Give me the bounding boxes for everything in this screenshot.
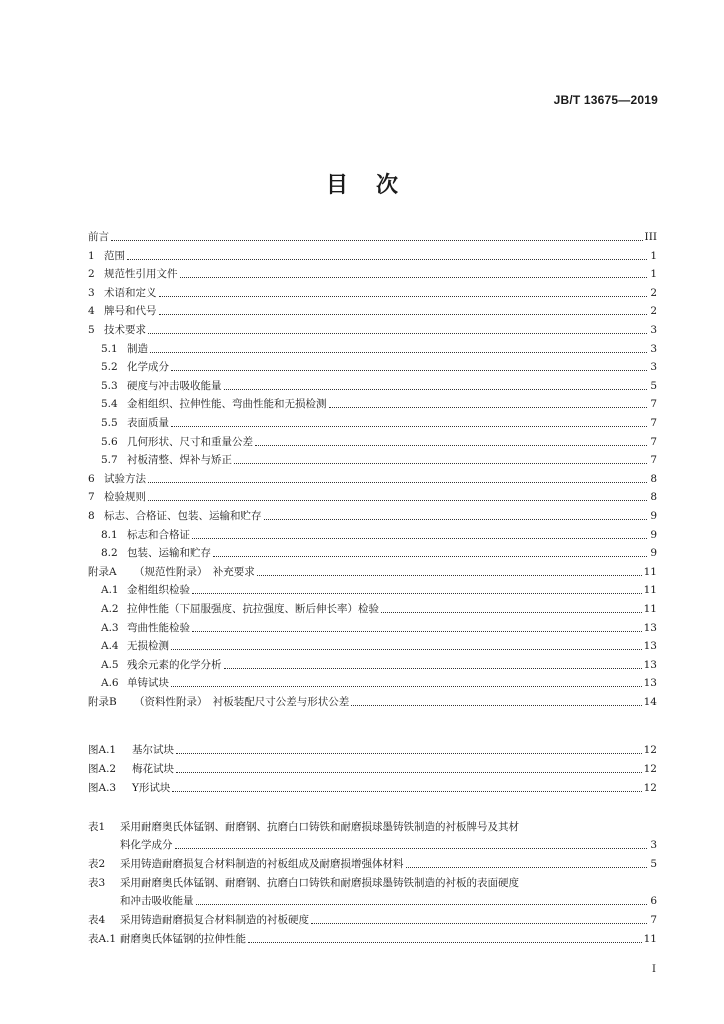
toc-entry-number: 5.3	[101, 380, 118, 392]
toc-entry[interactable]	[101, 340, 657, 356]
toc-entry-title: 金相组织、拉伸性能、弯曲性能和无损检测	[127, 398, 327, 410]
dot-leader	[127, 258, 647, 260]
toc-entry[interactable]	[101, 433, 657, 449]
toc-entry-number: 5.4	[101, 398, 118, 410]
toc-entry-title-continued: 和冲击吸收能量	[120, 895, 194, 907]
toc-entry-title: 基尔试块	[132, 744, 174, 756]
dot-leader	[148, 481, 647, 483]
toc-entry-number: 附录B	[88, 696, 117, 708]
toc-entry-title: 金相组织检验	[127, 584, 190, 596]
toc-entry-number: 表3	[88, 877, 106, 889]
toc-entry-title: 几何形状、尺寸和重量公差	[127, 436, 253, 448]
toc-entry-title: 无损检测	[127, 640, 169, 652]
toc-entry-page: 8	[650, 473, 657, 485]
toc-entry-page: 13	[643, 677, 657, 689]
dot-leader	[148, 332, 647, 334]
toc-entry-number: 5.6	[101, 436, 118, 448]
toc-entry-title: 梅花试块	[132, 763, 174, 775]
toc-entry-number: A.2	[101, 603, 119, 615]
dot-leader	[192, 630, 642, 632]
toc-entry-number: 5	[88, 324, 95, 336]
toc-entry-number: 图A.2	[88, 763, 117, 775]
toc-entry[interactable]	[101, 395, 657, 411]
dot-leader	[196, 903, 648, 905]
toc-entry-title: （规范性附录） 补充要求	[134, 566, 255, 578]
toc-entry[interactable]	[101, 600, 657, 616]
toc-entry[interactable]	[101, 451, 657, 467]
toc-entry[interactable]	[88, 488, 657, 504]
toc-entry-number: 表2	[88, 858, 106, 870]
toc-entry-page: 12	[643, 763, 657, 775]
toc-entry[interactable]	[88, 284, 657, 300]
toc-entry[interactable]	[88, 321, 657, 337]
toc-entry-title: 残余元素的化学分析	[127, 659, 222, 671]
dot-leader	[311, 922, 647, 924]
dot-leader	[148, 499, 647, 501]
toc-entry-page: 5	[650, 380, 657, 392]
toc-entry-page: 9	[650, 547, 657, 559]
toc-entry[interactable]	[101, 674, 657, 690]
toc-entry-page: 12	[643, 744, 657, 756]
toc-entry-page: 8	[650, 491, 657, 503]
dot-leader	[381, 611, 642, 613]
dot-leader	[234, 462, 647, 464]
dot-leader	[257, 574, 642, 576]
toc-entry[interactable]	[101, 544, 657, 560]
dot-leader	[329, 406, 648, 408]
dot-leader	[192, 537, 647, 539]
dot-leader	[171, 648, 642, 650]
dot-leader	[176, 771, 642, 773]
toc-entry[interactable]	[101, 526, 657, 542]
toc-entry-page: 13	[643, 640, 657, 652]
dot-leader	[111, 239, 643, 241]
dot-leader	[175, 847, 648, 849]
toc-entry[interactable]	[88, 930, 657, 946]
standard-code: JB/T 13675—2019	[553, 93, 658, 107]
toc-entry[interactable]	[88, 741, 657, 757]
toc-entry-number: 5.1	[101, 343, 118, 355]
toc-entry[interactable]	[101, 637, 657, 653]
dot-leader	[224, 388, 648, 390]
toc-entry[interactable]	[88, 760, 657, 776]
toc-entry-title: 技术要求	[104, 324, 146, 336]
toc-entry[interactable]	[101, 656, 657, 672]
toc-entry-number: A.5	[101, 659, 119, 671]
toc-entry-number: 图A.1	[88, 744, 117, 756]
toc-entry-title: 试验方法	[104, 473, 146, 485]
toc-entry-title: 范围	[104, 250, 125, 262]
toc-entry-page: 6	[650, 895, 657, 907]
dot-leader	[351, 704, 641, 706]
toc-entry-page: 2	[650, 305, 657, 317]
dot-leader	[180, 276, 648, 278]
toc-entry[interactable]	[88, 855, 657, 871]
toc-entry[interactable]	[88, 507, 657, 523]
toc-entry-page: 2	[650, 287, 657, 299]
dot-leader	[172, 790, 641, 792]
toc-entry[interactable]	[88, 247, 657, 263]
toc-entry[interactable]	[88, 911, 657, 927]
toc-entry-continuation[interactable]	[120, 836, 657, 852]
toc-entry-title: 检验规则	[104, 491, 146, 503]
toc-entry-title: 术语和定义	[104, 287, 157, 299]
toc-entry[interactable]	[88, 818, 657, 834]
toc-entry-page: 7	[650, 417, 657, 429]
dot-leader	[192, 592, 642, 594]
toc-entry-title: 单铸试块	[127, 677, 169, 689]
toc-entry[interactable]	[101, 358, 657, 374]
toc-entry-title-continued: 料化学成分	[120, 839, 173, 851]
toc-entry[interactable]	[101, 619, 657, 635]
dot-leader	[159, 295, 648, 297]
toc-entry-page: 11	[643, 566, 657, 578]
toc-entry-title: 采用耐磨奥氏体锰钢、耐磨钢、抗磨白口铸铁和耐磨损球墨铸铁制造的衬板的表面硬度	[120, 877, 519, 889]
dot-leader	[406, 866, 648, 868]
toc-entry-page: 3	[650, 343, 657, 355]
toc-entry-page: 14	[643, 696, 657, 708]
toc-entry-page: 12	[643, 782, 657, 794]
toc-entry-title: 化学成分	[127, 361, 169, 373]
toc-entry-number: 2	[88, 268, 95, 280]
dot-leader	[213, 555, 647, 557]
toc-entry-title: 包装、运输和贮存	[127, 547, 211, 559]
toc-entry[interactable]	[88, 563, 657, 579]
toc-entry-number: 表4	[88, 914, 106, 926]
toc-entry-page: 11	[643, 584, 657, 596]
toc-entry-page: 11	[643, 603, 657, 615]
toc-entry-number: 表1	[88, 821, 106, 833]
toc-entry-number: 图A.3	[88, 782, 117, 794]
toc-entry[interactable]	[88, 302, 657, 318]
toc-entry-page: 3	[650, 839, 657, 851]
toc-entry-number: 6	[88, 473, 95, 485]
toc-entry-number: 5.7	[101, 454, 118, 466]
toc-entry-number: 8	[88, 510, 95, 522]
toc-entry[interactable]	[101, 581, 657, 597]
toc-entry-page: 3	[650, 324, 657, 336]
toc-entry-number: 8.2	[101, 547, 118, 559]
toc-entry-page: 7	[650, 436, 657, 448]
toc-entry-page: 7	[650, 398, 657, 410]
toc-entry[interactable]	[88, 265, 657, 281]
toc-entry-title: 制造	[127, 343, 148, 355]
toc-entry-number: A.6	[101, 677, 119, 689]
toc-entry-page: 5	[650, 858, 657, 870]
toc-entry-title: 规范性引用文件	[104, 268, 178, 280]
toc-entry-title: Y形试块	[132, 782, 171, 794]
toc-entry-page: 13	[643, 622, 657, 634]
toc-entry-page: 3	[650, 361, 657, 373]
toc-entry-number: 附录A	[88, 566, 117, 578]
dot-leader	[248, 941, 642, 943]
toc-entry-page: 9	[650, 510, 657, 522]
toc-entry[interactable]	[88, 874, 657, 890]
toc-entry[interactable]	[88, 693, 657, 709]
toc-entry-title: 弯曲性能检验	[127, 622, 190, 634]
dot-leader	[171, 425, 647, 427]
toc-entry-title: 硬度与冲击吸收能量	[127, 380, 222, 392]
toc-entry-number: 7	[88, 491, 95, 503]
toc-entry-number: 8.1	[101, 529, 118, 541]
toc-entry-title: 采用耐磨奥氏体锰钢、耐磨钢、抗磨白口铸铁和耐磨损球墨铸铁制造的衬板牌号及其材	[120, 821, 519, 833]
toc-entry-number: A.1	[101, 584, 119, 596]
toc-entry[interactable]	[101, 377, 657, 393]
dot-leader	[224, 667, 642, 669]
dot-leader	[176, 752, 642, 754]
toc-entry-number: 5.5	[101, 417, 118, 429]
toc-entry-number: 表A.1	[88, 933, 117, 945]
toc-entry-number: A.3	[101, 622, 119, 634]
toc-entry-title: 表面质量	[127, 417, 169, 429]
dot-leader	[171, 685, 642, 687]
toc-entry[interactable]	[101, 414, 657, 430]
page-title: 目次	[325, 173, 426, 198]
dot-leader	[150, 351, 647, 353]
page-number: I	[652, 964, 656, 975]
toc-entry[interactable]	[88, 228, 657, 244]
toc-entry-page: 1	[650, 268, 657, 280]
toc-entry-page: 7	[650, 454, 657, 466]
toc-entry-title: 牌号和代号	[104, 305, 157, 317]
dot-leader	[255, 444, 647, 446]
toc-entry[interactable]	[88, 779, 657, 795]
toc-entry-title: 标志和合格证	[127, 529, 190, 541]
toc-entry-page: III	[644, 231, 657, 243]
toc-entry-title: 采用铸造耐磨损复合材料制造的衬板硬度	[120, 914, 309, 926]
dot-leader	[171, 369, 647, 371]
toc-entry-page: 7	[650, 914, 657, 926]
toc-entry-number: A.4	[101, 640, 119, 652]
toc-entry-number: 4	[88, 305, 95, 317]
dot-leader	[159, 313, 648, 315]
toc-entry-page: 9	[650, 529, 657, 541]
toc-entry-title: 衬板清整、焊补与矫正	[127, 454, 232, 466]
toc-entry-continuation[interactable]	[120, 892, 657, 908]
toc-entry-title: 前言	[88, 231, 109, 243]
toc-entry-title: 耐磨奥氏体锰钢的拉伸性能	[120, 933, 246, 945]
toc-entry-page: 13	[643, 659, 657, 671]
toc-entry-number: 1	[88, 250, 95, 262]
toc-entry[interactable]	[88, 470, 657, 486]
toc-entry-page: 11	[643, 933, 657, 945]
toc-entry-title: （资料性附录） 衬板装配尺寸公差与形状公差	[134, 696, 350, 708]
toc-entry-page: 1	[650, 250, 657, 262]
toc-entry-number: 3	[88, 287, 95, 299]
toc-entry-title: 采用铸造耐磨损复合材料制造的衬板组成及耐磨损增强体材料	[120, 858, 404, 870]
toc-entry-title: 拉伸性能（下屈服强度、抗拉强度、断后伸长率）检验	[127, 603, 379, 615]
dot-leader	[264, 518, 648, 520]
toc-entry-number: 5.2	[101, 361, 118, 373]
toc-entry-title: 标志、合格证、包装、运输和贮存	[104, 510, 262, 522]
